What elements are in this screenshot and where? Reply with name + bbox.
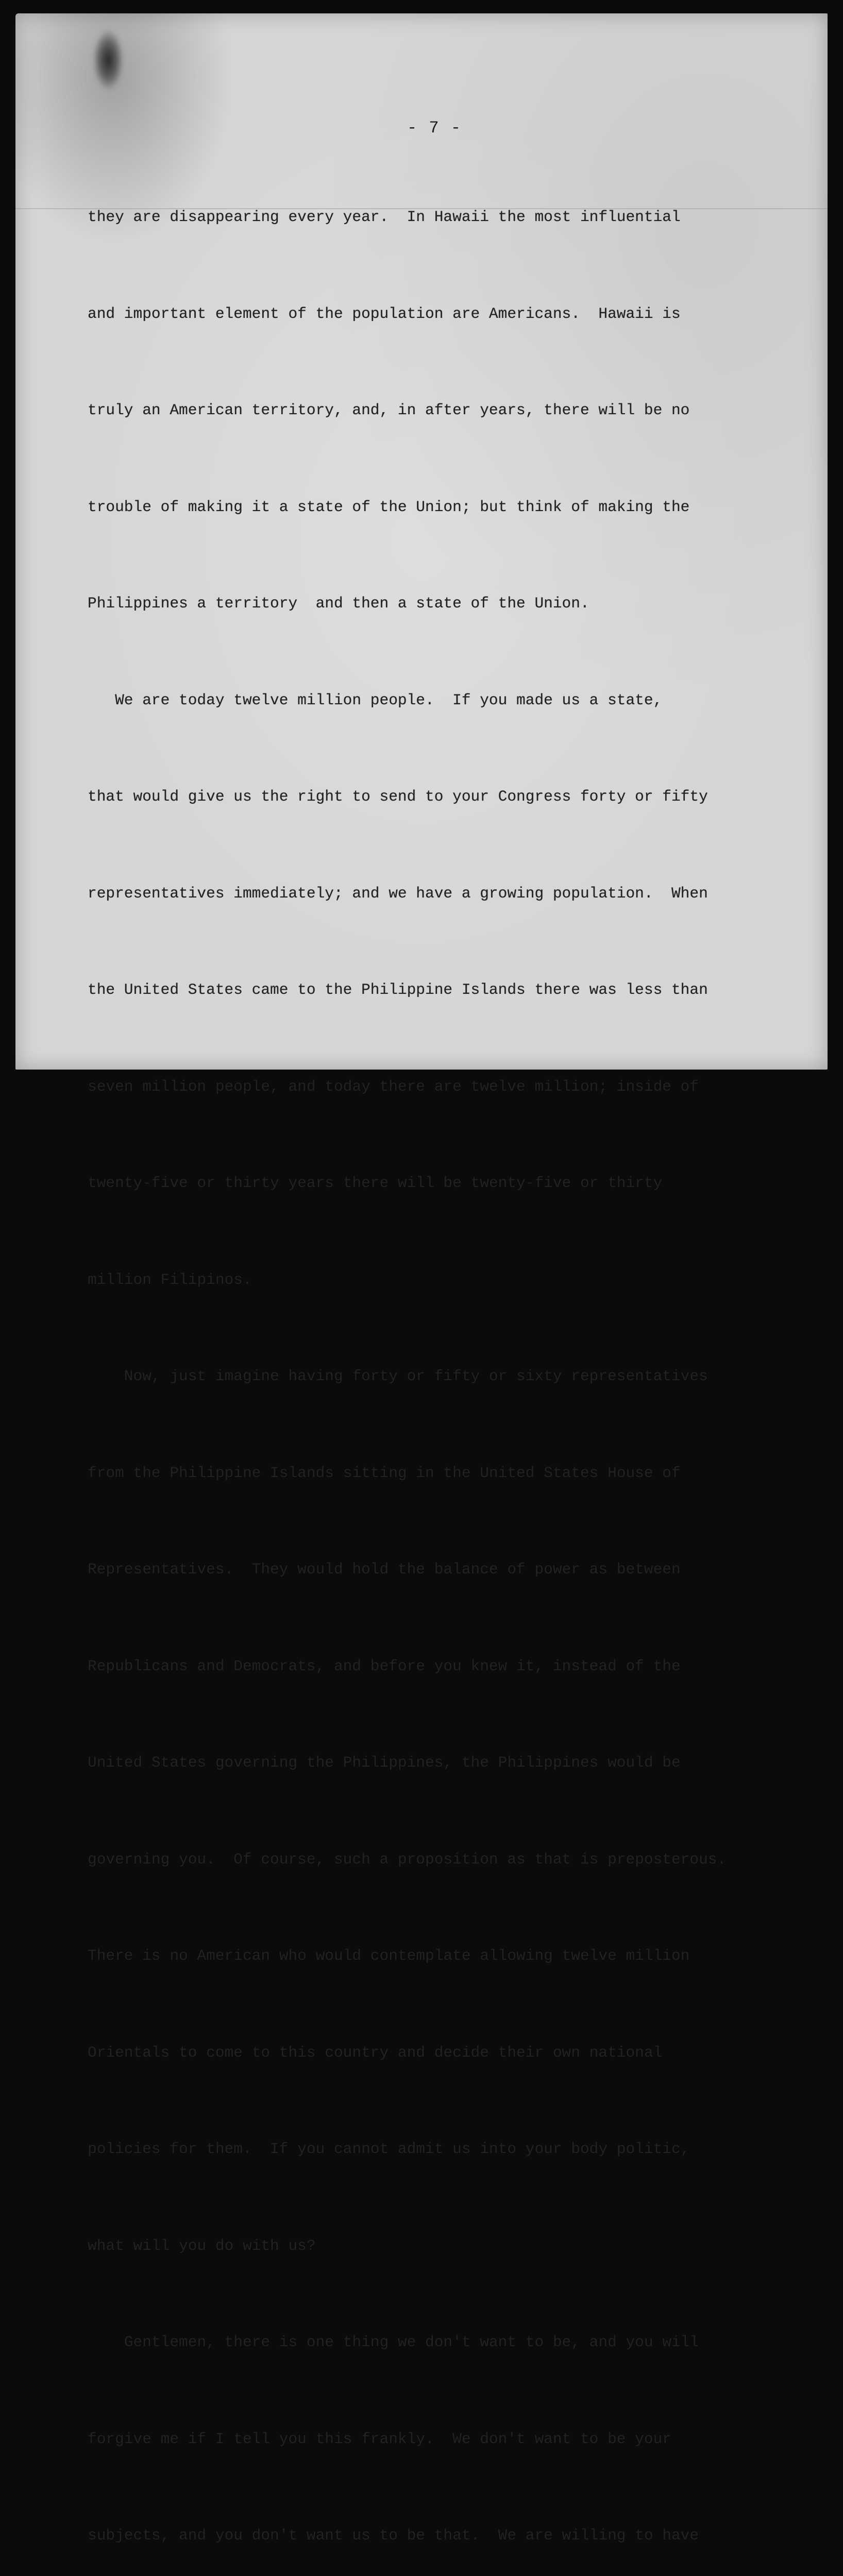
text-line: seven million people, and today there are twelve million; inside of (88, 1077, 699, 1095)
text-line: twenty-five or thirty years there will be twenty-five or thirty (88, 1174, 663, 1192)
page-number: - 7 - (407, 118, 462, 138)
text-line: million Filipinos. (88, 1270, 252, 1289)
text-line: Gentlemen, there is one thing we don't want to be, and you will (88, 2333, 699, 2351)
text-line: trouble of making it a state of the Union; but think of making the (88, 498, 690, 516)
text-line: We are today twelve million people. If you made us a state, (88, 691, 663, 709)
text-line: governing you. Of course, such a proposition as that is preposterous. (88, 1850, 727, 1868)
text-line: policies for them. If you cannot admit us into your body politic, (88, 2140, 690, 2158)
text-line: from the Philippine Islands sitting in the United States House of (88, 1464, 681, 1482)
text-line: United States governing the Philippines, the Philippines would be (88, 1754, 681, 1771)
body-text (88, 137, 778, 2576)
text-line: the United States came to the Philippine Islands there was less than (88, 981, 708, 998)
text-line: they are disappearing every year. In Hawaii the most influential (88, 208, 681, 226)
text-line: that would give us the right to send to your Congress forty or fifty (88, 788, 708, 805)
text-line: There is no American who would contemplate allowing twelve million (88, 1947, 690, 1964)
ink-smudge (93, 29, 124, 91)
text-line: Orientals to come to this country and decide their own national (88, 2043, 663, 2061)
text-line: representatives immediately; and we have a growing population. When (88, 884, 708, 902)
text-line: subjects, and you don't want us to be that. We are willing to have (88, 2527, 699, 2544)
text-line: what will you do with us? (88, 2236, 316, 2255)
text-line: Republicans and Democrats, and before you knew it, instead of the (88, 1657, 681, 1675)
text-line: Philippines a territory and then a state of the Union. (88, 595, 589, 612)
text-line: forgive me if I tell you this frankly. We don't want to be your (88, 2430, 671, 2448)
text-line: and important element of the population are Americans. Hawaii is (88, 304, 681, 323)
text-line: Representatives. They would hold the balance of power as between (88, 1561, 681, 1578)
text-line: truly an American territory, and, in after years, there will be no (88, 401, 690, 419)
text-line: Now, just imagine having forty or fifty or sixty representatives (88, 1367, 708, 1385)
